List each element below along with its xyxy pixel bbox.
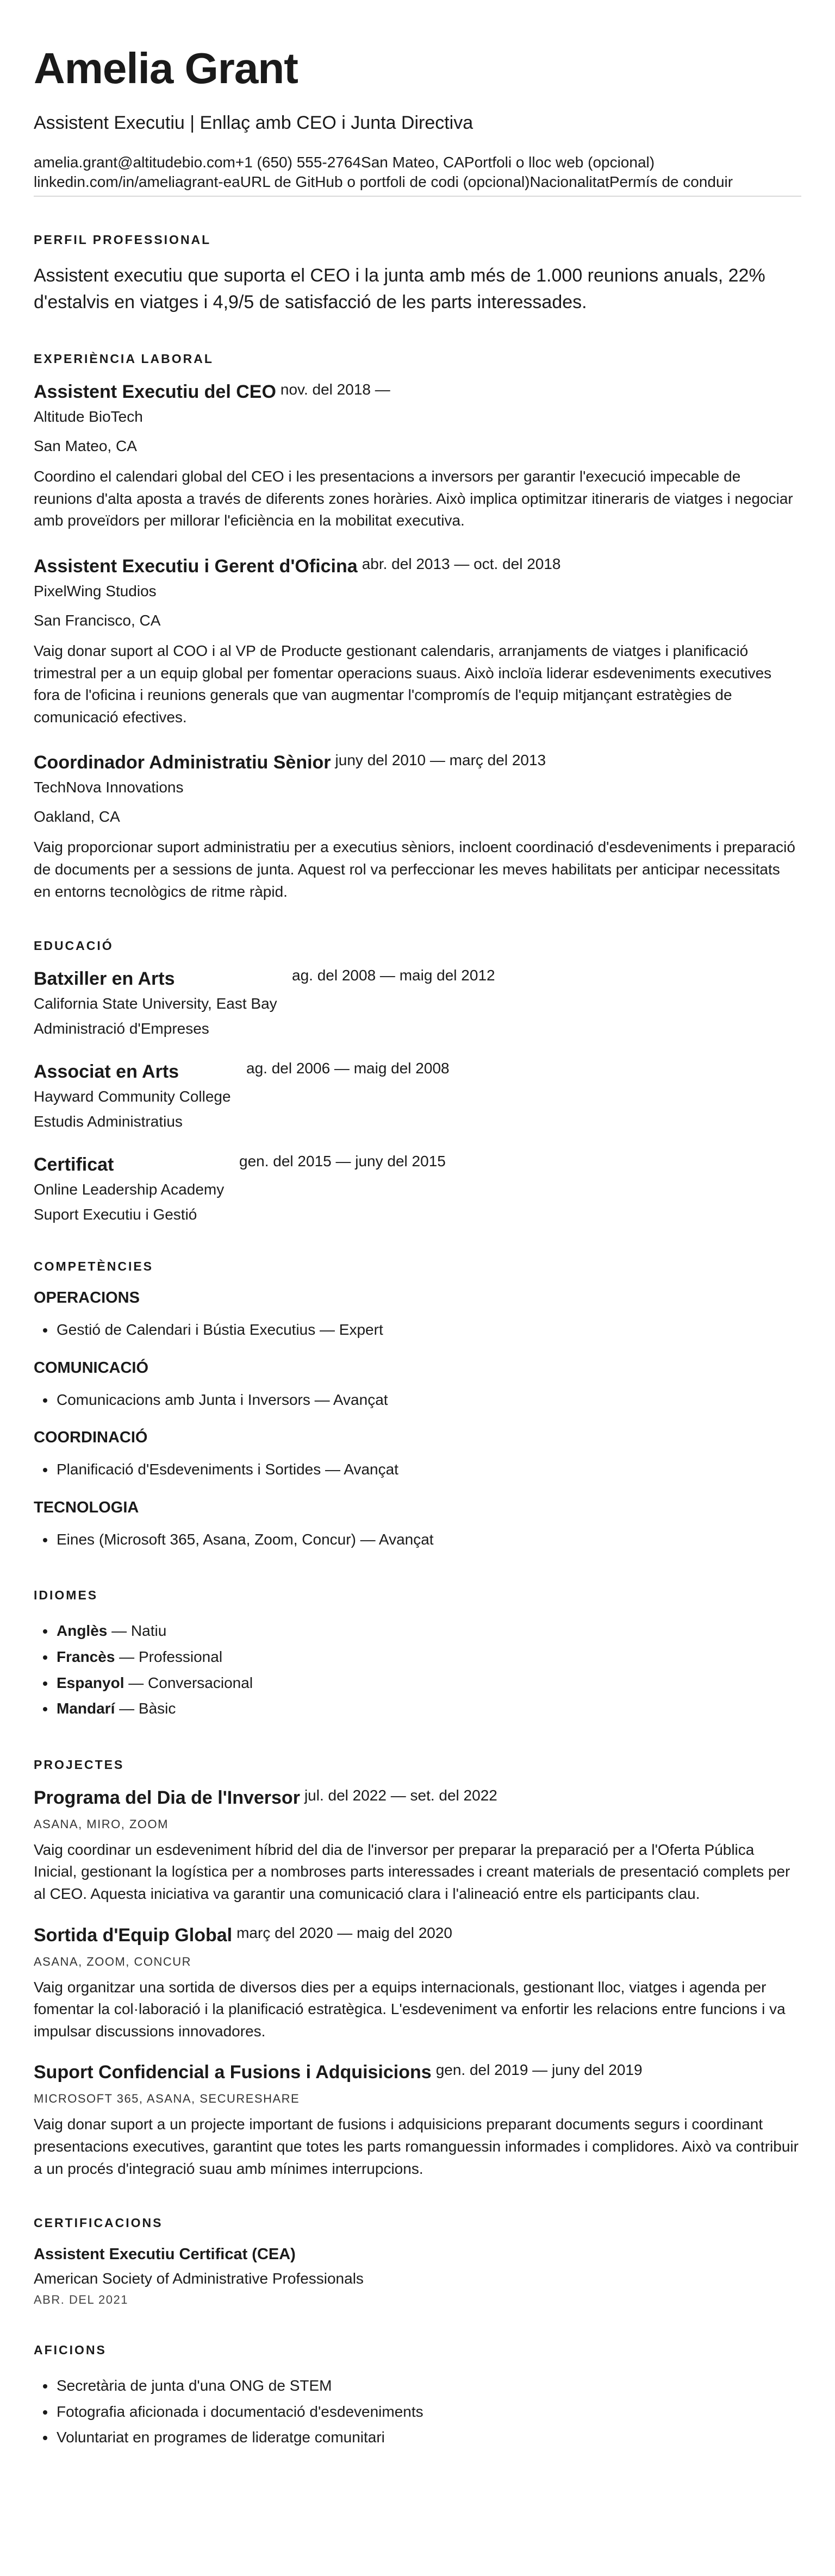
skill-category [34,1359,801,1413]
section-title-hobbies: AFICIONS [34,2343,107,2358]
section-title-projects: PROJECTES [34,1757,124,1772]
email[interactable]: amelia.grant@altitudebio.com [34,153,235,171]
job-company: TechNova Innovations [34,779,184,796]
hobby-list [34,2373,801,2450]
portfolio-link[interactable]: Portfoli o lloc web (opcional) [464,153,655,171]
job-location: San Mateo, CA [34,437,137,455]
github-link[interactable]: URL de GitHub o portfoli de codi (opcional) [240,173,530,191]
skill-item: • Eines (Microsoft 365, Asana, Zoom, Concur) — Avançat [55,1527,801,1553]
language-level: — Professional [115,1648,223,1666]
section-title-profile: PERFIL PROFESSIONAL [34,232,211,247]
education-item [34,1154,801,1223]
project-item [34,1787,801,1905]
project-description: Vaig coordinar un esdeveniment híbrid del dia de l'inversor per preparar la preparació per a l'Oferta Pública Inicial, gestionant la logística per a nombroses parts interessades i creant materials de presentació complets per al CEO. Aquesta iniciativa va garantir una comunicació clara i l'alineació entre els participants clau. [34,1841,790,1903]
language-level: — Bàsic [115,1700,176,1717]
project-tech: MICROSOFT 365, ASANA, SECURESHARE [34,2092,300,2106]
certification-date: ABR. DEL 2021 [34,2293,128,2307]
school: Online Leadership Academy [34,1181,225,1198]
degree: Batxiller en Arts [34,968,175,990]
skill-category-name: TECNOLOGIA [34,1498,139,1516]
school: Hayward Community College [34,1088,231,1105]
job-title: Assistent Executiu i Gerent d'Oficina [34,555,358,577]
language-name: Espanyol [57,1674,124,1691]
job-description: Coordino el calendari global del CEO i les presentacions a inversors per garantir l'execució impecable de reunions d'alta aposta a través de diferents zones horàries. Això implica optimitzar itineraris de viatges i negociar amb proveïdors per millorar l'eficiència en la mobilitat executiva. [34,468,793,529]
language-name: Francès [57,1648,115,1666]
job-company: Altitude BioTech [34,408,143,426]
skill-category-name: COORDINACIÓ [34,1429,148,1447]
education-item [34,968,801,1037]
education-date: gen. del 2015 — juny del 2015 [239,1153,446,1170]
driving-license: Permís de conduir [609,173,733,191]
school: California State University, East Bay [34,995,277,1012]
hobby-item: • Voluntariat en programes de lideratge comunitari [55,2424,801,2450]
section-title-experience: EXPERIÈNCIA LABORAL [34,352,214,366]
job-description: Vaig proporcionar suport administratiu per a executius sèniors, incloent coordinació d'esdeveniments i preparació de documents per a sessions de junta. Aquest rol va perfeccionar les meves habilitats per anticipar necessitats en entorns tecnològics de ritme ràpid. [34,839,795,900]
project-tech: ASANA, MIRO, ZOOM [34,1817,169,1831]
language-list [34,1618,801,1721]
project-title: Sortida d'Equip Global [34,1924,233,1946]
section-title-languages: IDIOMES [34,1588,98,1603]
job-title: Coordinador Administratiu Sènior [34,752,331,773]
skill-category [34,1499,801,1553]
project-description: Vaig donar suport a un projecte important de fusions i adquisicions preparant documents segurs i coordinant presentacions executives, garantint que totes les parts romanguessin informades i complidores. Això va contribuir a un procés d'integració suau amb mínimes interrupcions. [34,2116,799,2177]
job-date: abr. del 2013 — oct. del 2018 [362,555,561,572]
skill-list [34,1387,801,1413]
education-date: ag. del 2006 — maig del 2008 [246,1060,450,1077]
project-date: gen. del 2019 — juny del 2019 [435,2061,643,2079]
skill-list [34,1317,801,1343]
hobby-item: • Secretària de junta d'una ONG de STEM [55,2373,801,2399]
language-item [55,1618,801,1644]
job-location: San Francisco, CA [34,611,161,629]
language-name: Mandarí [57,1700,115,1717]
job-description: Vaig donar suport al COO i al VP de Producte gestionant calendaris, arranjaments de viatges i planificació trimestral per a un equip global per fomentar operacions suaus. Això incloïa liderar esdeveniments executives fora de l'oficina i reunions generals que van augmentar l'compromís de l'equip mitjançant estratègies de comunicació efectives. [34,642,772,726]
certification-org: American Society of Administrative Professionals [34,2270,364,2287]
job-location: Oakland, CA [34,808,120,826]
section-title-education: EDUCACIÓ [34,939,114,953]
certification-item [34,2246,801,2307]
skill-list [34,1527,801,1553]
field-of-study: Administració d'Empreses [34,1020,209,1037]
project-title: Suport Confidencial a Fusions i Adquisicions [34,2062,432,2083]
language-name: Anglès [57,1622,108,1640]
skill-category [34,1429,801,1483]
field-of-study: Suport Executiu i Gestió [34,1206,197,1223]
project-item [34,1925,801,2043]
education-item [34,1061,801,1130]
education-date: ag. del 2008 — maig del 2012 [292,967,495,984]
project-description: Vaig organitzar una sortida de diversos dies per a equips internacionals, gestionant lloc, viatges i agenda per fomentar la col·laboració i la planificació estratègica. L'esdeveniment va enfortir les relacions entre funcions i va impulsar discussions innovadores. [34,1978,786,2040]
job-title: Assistent Executiu del CEO [34,382,276,403]
job-date: juny del 2010 — març del 2013 [335,752,546,769]
phone: +1 (650) 555-2764 [235,153,362,171]
language-item [55,1644,801,1670]
skill-category-name: COMUNICACIÓ [34,1359,149,1377]
project-date: març del 2020 — maig del 2020 [236,1924,452,1941]
project-title: Programa del Dia de l'Inversor [34,1787,300,1808]
project-item [34,2062,801,2180]
skill-category-name: OPERACIONS [34,1289,140,1307]
nationality: Nacionalitat [529,173,609,191]
job-date: nov. del 2018 — [280,381,390,398]
headline: Assistent Executiu | Enllaç amb CEO i Junta Directiva [34,112,473,133]
location: San Mateo, CA [361,153,464,171]
field-of-study: Estudis Administratius [34,1113,183,1130]
section-title-skills: COMPETÈNCIES [34,1259,154,1274]
skill-item: • Planificació d'Esdeveniments i Sortides — Avançat [55,1456,801,1483]
experience-item [34,752,801,903]
language-item [55,1670,801,1696]
language-level: — Conversacional [124,1674,253,1691]
language-item [55,1696,801,1722]
profile-summary: Assistent executiu que suporta el CEO i la junta amb més de 1.000 reunions anuals, 22% d'estalvis en viatges i 4,9/5 de satisfacció de les parts interessades. [34,265,765,312]
skill-item: • Comunicacions amb Junta i Inversors — Avançat [55,1387,801,1413]
project-date: jul. del 2022 — set. del 2022 [304,1786,497,1804]
experience-item [34,382,801,532]
certification-name: Assistent Executiu Certificat (CEA) [34,2246,296,2264]
section-title-certifications: CERTIFICACIONS [34,2216,163,2230]
degree: Certificat [34,1154,114,1176]
contact-line-2 [34,172,801,196]
contact-line-1 [34,153,801,172]
skill-category [34,1289,801,1343]
candidate-name: Amelia Grant [34,44,298,92]
hobby-item: • Fotografia aficionada i documentació d'esdeveniments [55,2399,801,2425]
skill-item: • Gestió de Calendari i Bústia Executius — Expert [55,1317,801,1343]
job-company: PixelWing Studios [34,582,157,599]
linkedin-link[interactable]: linkedin.com/in/ameliagrant-ea [34,173,240,191]
degree: Associat en Arts [34,1061,179,1083]
language-level: — Natiu [107,1622,167,1640]
project-tech: ASANA, ZOOM, CONCUR [34,1954,192,1968]
skill-list [34,1456,801,1483]
experience-item [34,556,801,728]
contact-block [34,153,801,197]
